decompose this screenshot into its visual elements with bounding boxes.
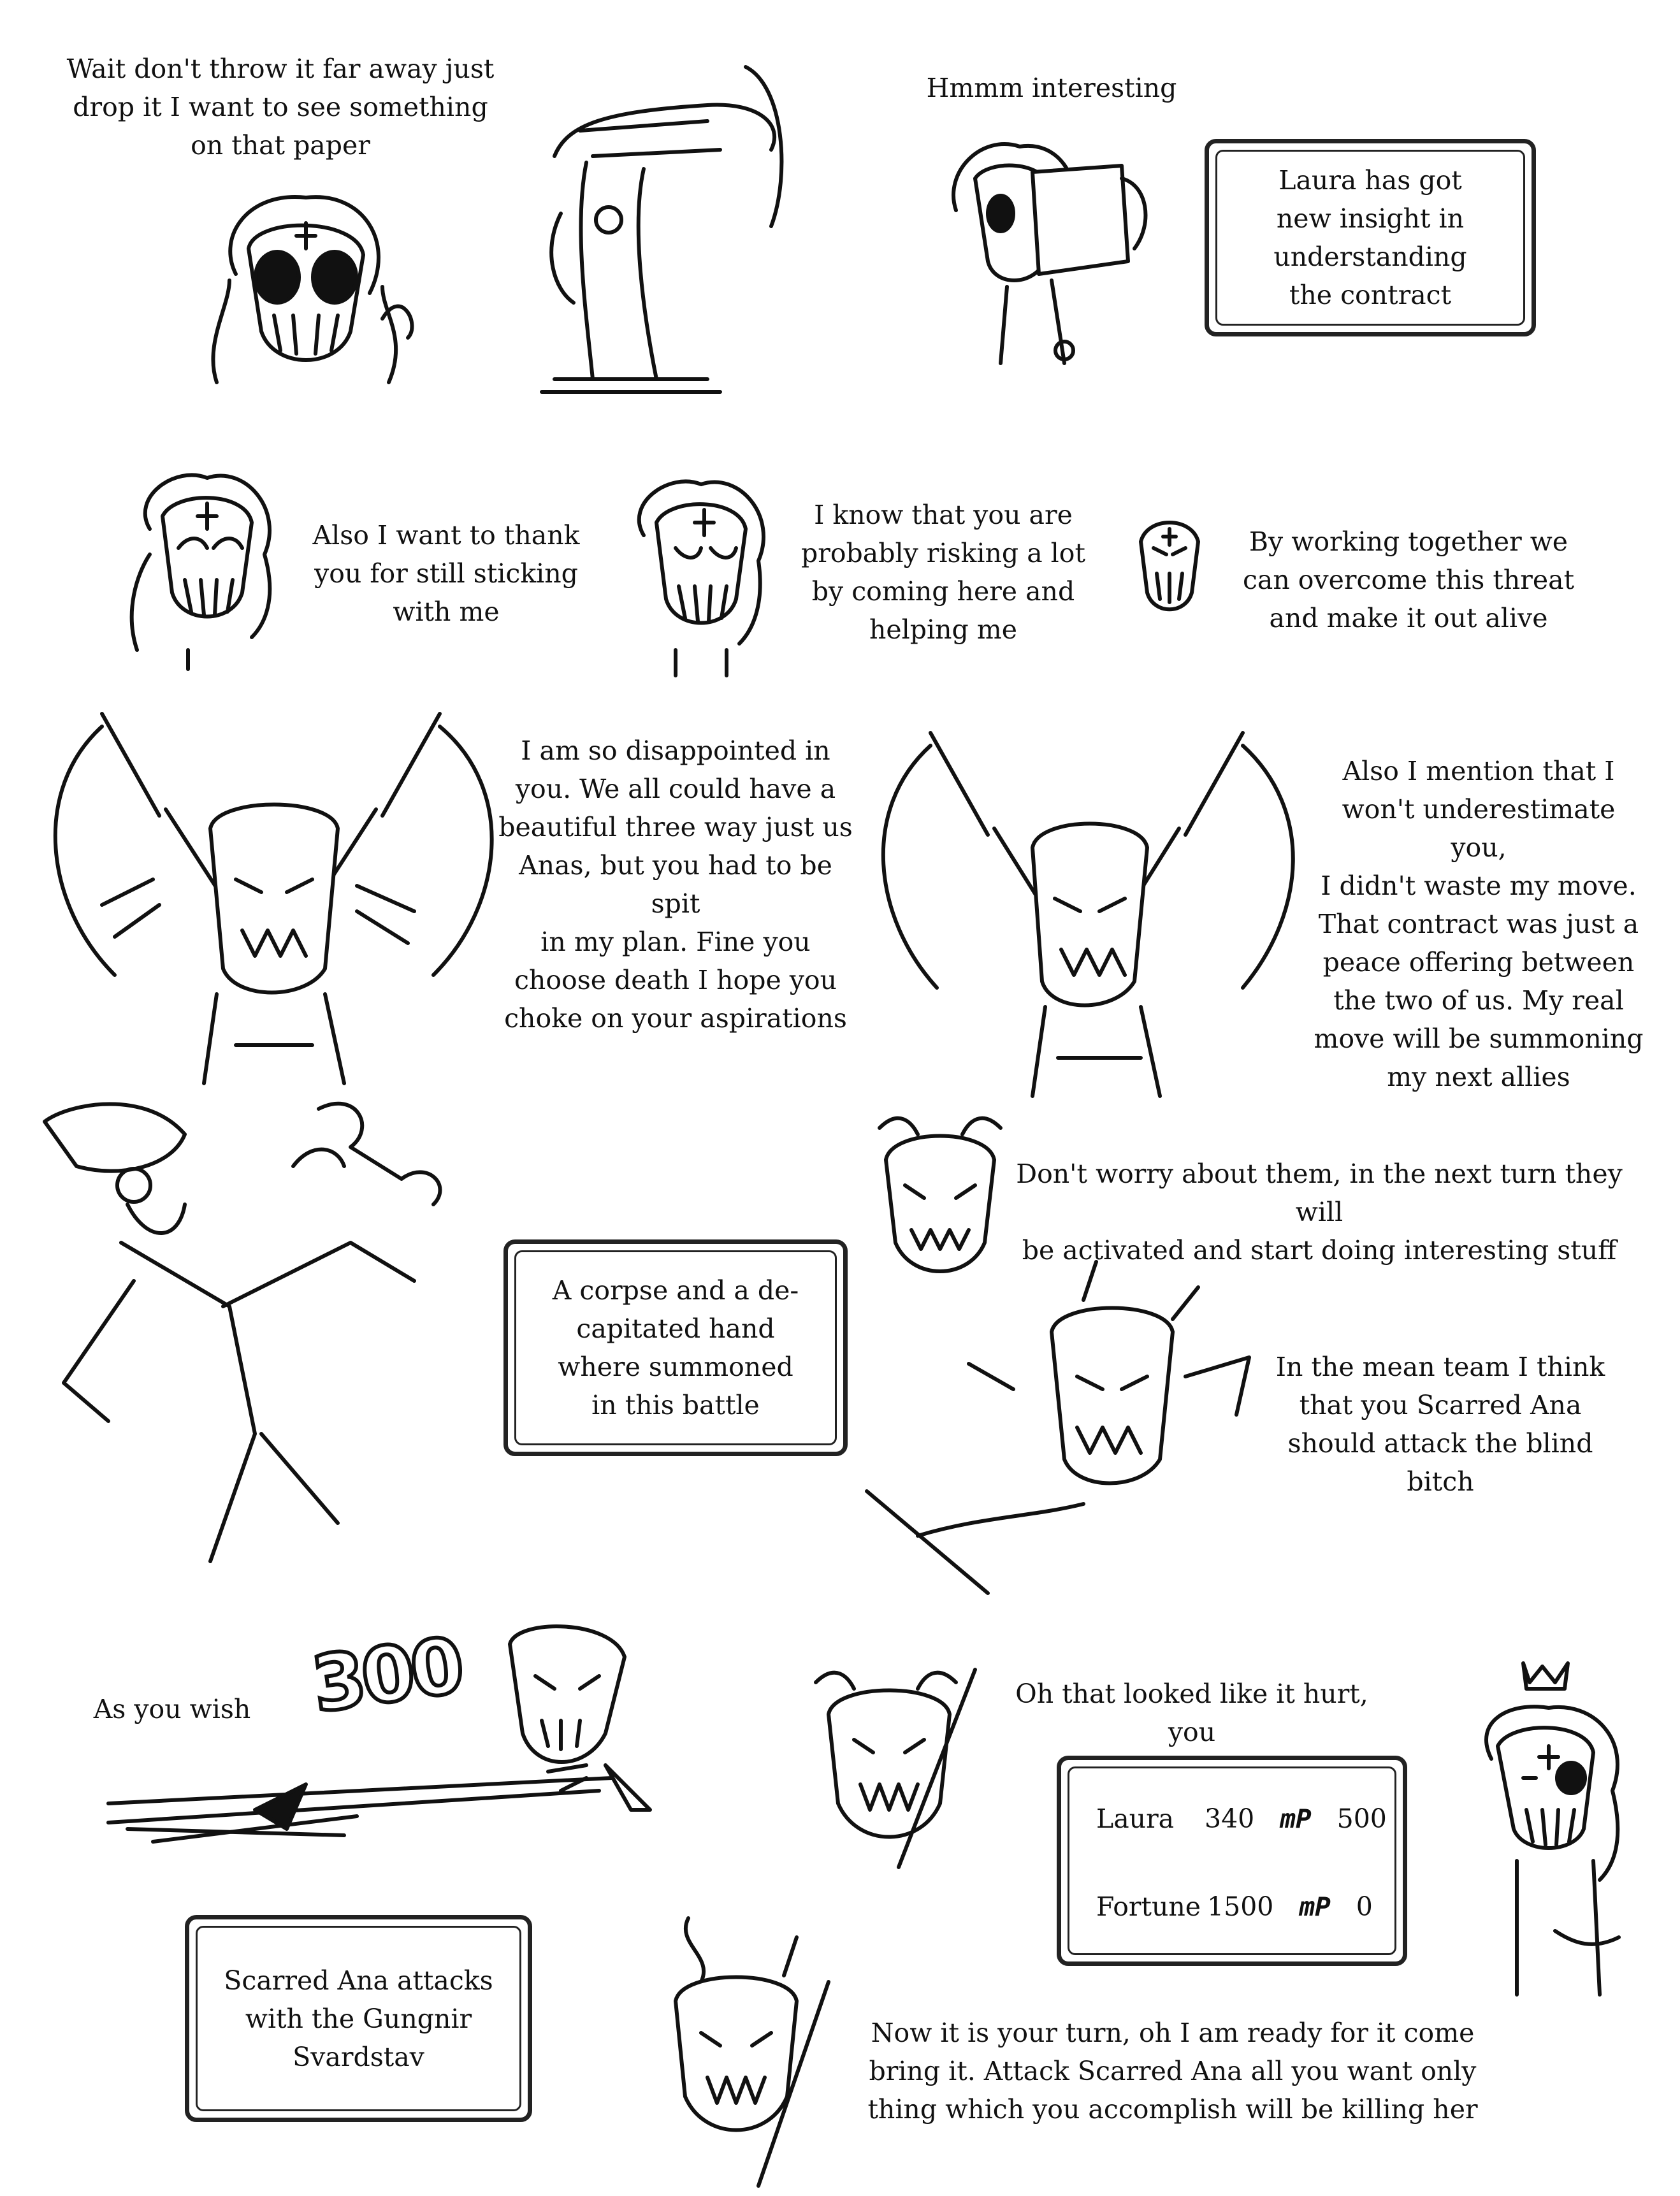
fortune-scythes-illustration-right [860,720,1319,1102]
narration-box-gungnir: Scarred Ana attacks with the Gungnir Svardstav [185,1915,532,2122]
stat-hp: 340 [1205,1803,1255,1834]
stats-panel [1057,1756,1407,1966]
laura-head-illustration [191,178,433,408]
caption-wait-dont-throw: Wait don't throw it far away just drop it I want to see something on that paper [66,54,495,161]
caption-your-turn: Now it is your turn, oh I am ready for it come bring it. Attack Scarred Ana all you want only thing which you accomplish will be killing her [867,2018,1478,2125]
stat-row-fortune [1096,1888,1373,1926]
caption-mention-allies: Also I mention that I won't underestimate you, I didn't waste my move. That contract was just a peace offering between the two of us. My real move will be summoning my next allies [1314,756,1644,1092]
caption-as-you-wish: As you wish [93,1694,251,1724]
corpse-illustration [19,1077,478,1600]
fortune-bottom-illustration [637,1905,841,2186]
stat-mp: 0 [1356,1891,1373,1922]
fortune-spear-illustration [854,1249,1275,1606]
caption-disappointed: I am so disappointed in you. We all could have a beautiful three way just us Anas, but you had to be spit in my plan. Fine you choose death I hope you choke on your aspirations [498,735,853,1034]
laura-crowned-illustration [1453,1651,1651,2007]
contract-scroll-illustration [516,61,809,417]
laura-reading-illustration [918,121,1173,370]
stat-name: Laura [1096,1803,1175,1834]
mp-label: mP [1280,1803,1312,1834]
damage-number: 300 [307,1621,467,1730]
caption-looked-like-it-hurt: Oh that looked like it hurt, you [1015,1679,1368,1747]
stat-mp: 500 [1336,1803,1387,1834]
laura-mask-small-illustration [1128,510,1211,618]
laura-happy-illustration [112,459,296,669]
narration-box-insight: Laura has got new insight in understanding the contract [1205,139,1536,336]
narration-box-summoned: A corpse and a de- capitated hand where summoned in this battle [503,1239,848,1456]
stat-hp: 1500 [1207,1891,1274,1922]
stat-name: Fortune [1096,1891,1201,1922]
fortune-scythes-illustration-left [25,701,523,1096]
caption-risking-a-lot: I know that you are probably risking a lot by coming here and helping me [801,500,1085,645]
caption-thank-you: Also I want to thank you for still sticking with me [312,520,580,627]
laura-content-illustration [605,465,797,675]
caption-dont-worry: Don't worry about them, in the next turn they will be activated and start doing interesting stuff [1016,1159,1623,1266]
caption-hmmm-interesting: Hmmm interesting [926,73,1177,103]
stat-row-laura [1096,1800,1387,1838]
caption-mean-team: In the mean team I think that you Scarred Ana should attack the blind bitch [1275,1352,1605,1497]
mp-label: mP [1299,1891,1331,1922]
caption-working-together: By working together we can overcome this threat and make it out alive [1242,526,1575,633]
fortune-grin-illustration [797,1657,988,1867]
scarred-ana-attack-illustration [102,1619,663,1874]
